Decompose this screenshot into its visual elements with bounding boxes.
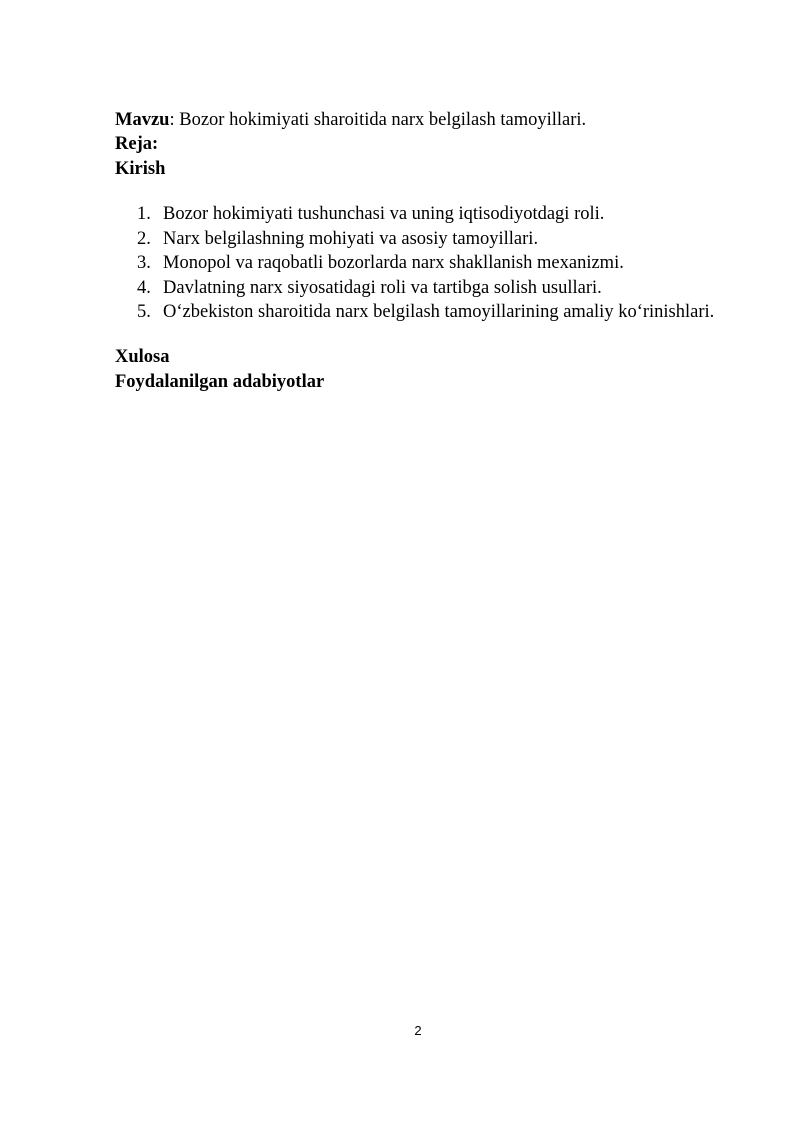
plan-item-number: 1. — [137, 204, 151, 224]
page-number: 2 — [414, 1023, 422, 1038]
conclusion-heading: Xulosa — [115, 347, 170, 367]
topic-line — [115, 108, 586, 132]
topic-text: Bozor hokimiyati sharoitida narx belgilash tamoyillari. — [174, 110, 587, 130]
plan-item-number: 3. — [137, 253, 151, 273]
references-heading: Foydalanilgan adabiyotlar — [115, 372, 325, 392]
plan-item-text: O‘zbekiston sharoitida narx belgilash tamoyillarining amaliy ko‘rinishlari. — [163, 302, 715, 322]
plan-item-number: 2. — [137, 228, 151, 249]
plan-item-text: Narx belgilashning mohiyati va asosiy tamoyillari. — [163, 228, 539, 249]
topic-label: Mavzu — [115, 110, 170, 130]
plan-item-number: 4. — [137, 277, 151, 298]
plan-item-text: Bozor hokimiyati tushunchasi va uning iqtisodiyotdagi roli. — [163, 204, 605, 224]
topic-separator: : — [169, 110, 175, 130]
plan-item-text: Monopol va raqobatli bozorlarda narx shakllanish mexanizmi. — [163, 253, 624, 273]
plan-heading: Reja: — [115, 134, 159, 154]
plan-item-text: Davlatning narx siyosatidagi roli va tartibga solish usullari. — [163, 277, 602, 298]
intro-heading: Kirish — [115, 159, 166, 179]
plan-item-number: 5. — [137, 302, 151, 322]
